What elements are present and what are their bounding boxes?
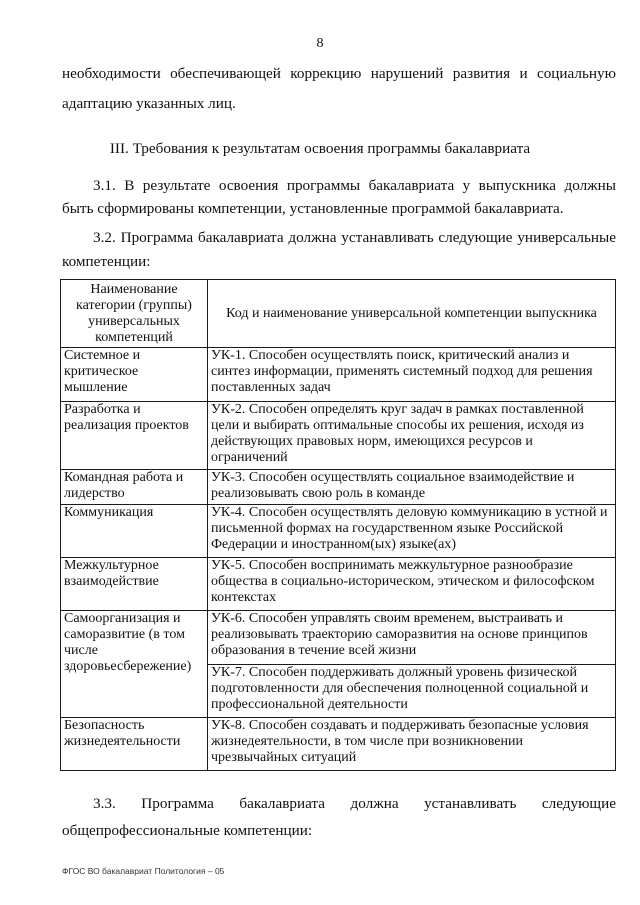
footer: ФГОС ВО бакалавриат Политология – 05: [62, 866, 225, 876]
header-category: Наименование категории (группы) универсальных компетенций: [61, 280, 208, 348]
p31-line-1: 3.1. В результате освоения программы бакалавриата у выпускника должны: [93, 177, 616, 194]
intro-line-1: необходимости обеспечивающей коррекцию нарушений развития и социальную: [62, 65, 616, 82]
competencies-table: [60, 279, 616, 771]
header-code: Код и наименование универсальной компетенции выпускника: [208, 280, 616, 348]
p31-line-2: быть сформированы компетенции, установленные программой бакалавриата.: [62, 200, 564, 217]
category-cell: Командная работа и лидерство: [61, 470, 208, 505]
competency-cell: УК-1. Способен осуществлять поиск, критический анализ и синтез информации, применять системный подход для решения поставленных задач: [208, 348, 616, 402]
p33-line-1: 3.3. Программа бакалавриата должна устанавливать следующие: [93, 795, 616, 812]
category-cell: Разработка и реализация проектов: [61, 402, 208, 470]
section-heading: III. Требования к результатам освоения программы бакалавриата: [109, 140, 531, 157]
p32-line-1: 3.2. Программа бакалавриата должна устанавливать следующие универсальные: [93, 229, 616, 246]
competency-cell: УК-7. Способен поддерживать должный уровень физической подготовленности для обеспечения полноценной социальной и профессиональной деятельности: [208, 665, 616, 718]
category-cell: Безопасность жизнедеятельности: [61, 718, 208, 771]
competency-cell: УК-8. Способен создавать и поддерживать безопасные условия жизнедеятельности, в том числе при возникновении чрезвычайных ситуаций: [208, 718, 616, 771]
competency-cell: УК-4. Способен осуществлять деловую коммуникацию в устной и письменной формах на государственном языке Российской Федерации и иностранном(ых) языке(ах): [208, 505, 616, 558]
intro-line-2: адаптацию указанных лиц.: [62, 95, 236, 112]
competency-cell: УК-3. Способен осуществлять социальное взаимодействие и реализовывать свою роль в команде: [208, 470, 616, 505]
category-cell: Коммуникация: [61, 505, 208, 558]
competency-cell: УК-5. Способен воспринимать межкультурное разнообразие общества в социально-историческом, этическом и философском контекстах: [208, 558, 616, 611]
p33-line-2: общепрофессиональные компетенции:: [62, 822, 313, 839]
competency-cell: УК-6. Способен управлять своим временем, выстраивать и реализовывать траекторию саморазвития на основе принципов образования в течение всей жизни: [208, 611, 616, 665]
competency-cell: УК-2. Способен определять круг задач в рамках поставленной цели и выбирать оптимальные способы их решения, исходя из действующих правовых норм, имеющихся ресурсов и ограничений: [208, 402, 616, 470]
category-cell: Системное и критическое мышление: [61, 348, 208, 402]
page-number: 8: [316, 36, 324, 51]
category-cell: Межкультурное взаимодействие: [61, 558, 208, 611]
p32-line-2: компетенции:: [62, 253, 151, 270]
category-cell: Самоорганизация и саморазвитие (в том числе здоровьесбережение): [61, 611, 208, 718]
